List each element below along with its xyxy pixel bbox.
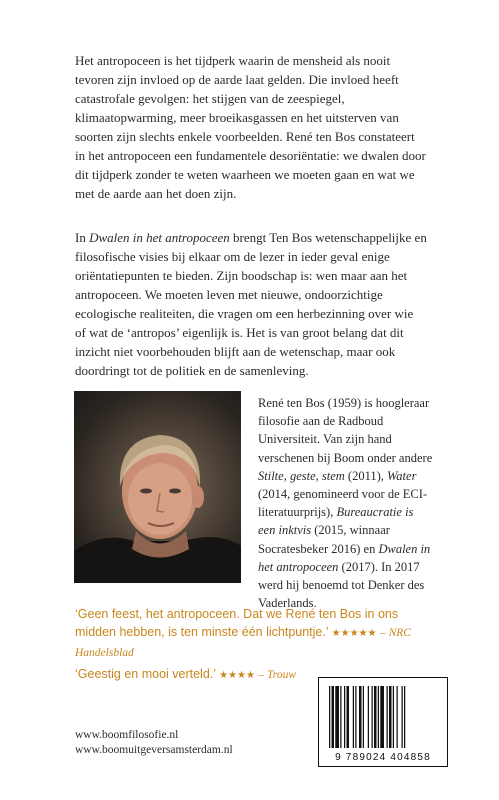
bio-text: (2014, genomineerd voor de ECI-literatuurprijs), [258, 487, 428, 520]
isbn-barcode [318, 677, 448, 767]
bio-work-title: Dwalen in het antropoceen [258, 541, 431, 574]
bio-text: (2017). In 2017 werd hij benoemd tot Denker des Vaderlands. [258, 559, 425, 611]
author-bio [258, 394, 433, 612]
quote-source: – Trouw [258, 669, 297, 681]
bio-text: (2015, winnaar Socratesbeker 2016) en [258, 523, 390, 556]
para2-lead: In [75, 230, 90, 245]
bio-text: (2011), [344, 468, 388, 483]
bio-work-title: Water [387, 468, 417, 483]
rating-stars: ★★★★ [219, 670, 255, 681]
isbn-digits: 9 789024 404858 [335, 752, 431, 763]
book-title: Dwalen in het antropoceen [89, 230, 230, 245]
quote-source: – NRC Handelsblad [75, 627, 411, 659]
author-photo [74, 391, 241, 583]
description-paragraph-2 [75, 228, 427, 380]
barcode-bars [327, 686, 439, 748]
url-link[interactable]: www.boomfilosofie.nl [75, 729, 179, 741]
quote-text: ‘Geestig en mooi verteld.’ [75, 667, 216, 681]
bio-work-title: Stilte, geste, stem [258, 468, 345, 483]
publisher-urls [75, 728, 233, 757]
bio-work-title: Bureaucratie is een inktvis [258, 505, 414, 538]
bio-text: René ten Bos (1959) is hoogleraar filosofie aan de Radboud Universiteit. Van zijn hand verschenen bij Boom onder andere [258, 396, 433, 465]
review-quote-1 [75, 605, 435, 662]
quote-text: ‘Geen feest, het antropoceen. Dat we René ten Bos in ons midden hebben, is ten minste één lichtpuntje.’ [75, 607, 399, 639]
url-link[interactable]: www.boomuitgeversamsterdam.nl [75, 743, 233, 756]
description-paragraph-1: Het antropoceen is het tijdperk waarin de mensheid als nooit tevoren zijn invloed op de aarde laat gelden. Die invloed heeft catastrofale gevolgen: het stijgen van de zeespiegel, klimaatopwarming, meer broeikasgassen en het uitsterven van soorten zijn slechts enkele voorbeelden. René ten Bos constateert in het antropoceen een fundamentele desoriëntatie: we dwalen door dit tijdperk zonder te weten waarheen we moeten gaan en wat we met de aarde aan het doen zijn. [75, 53, 426, 201]
rating-stars: ★★★★★ [331, 628, 377, 639]
para2-rest: brengt Ten Bos wetenschappelijke en filosofische visies bij elkaar om de lezer in ieder geval enige oriëntatiepunten te bieden. Zijn boodschap is: wen maar aan het antropoceen. We moeten leven met nieuwe, ondoorzichtige ecologische realiteiten, die vragen om een herbezinning over wie of wat de ‘antropos’ eigenlijk is. Het is van groot belang dat dit inzicht niet voorbehouden blijft aan de wetenschap, maar ook doordringt tot de politiek en de samenleving. [75, 230, 427, 378]
